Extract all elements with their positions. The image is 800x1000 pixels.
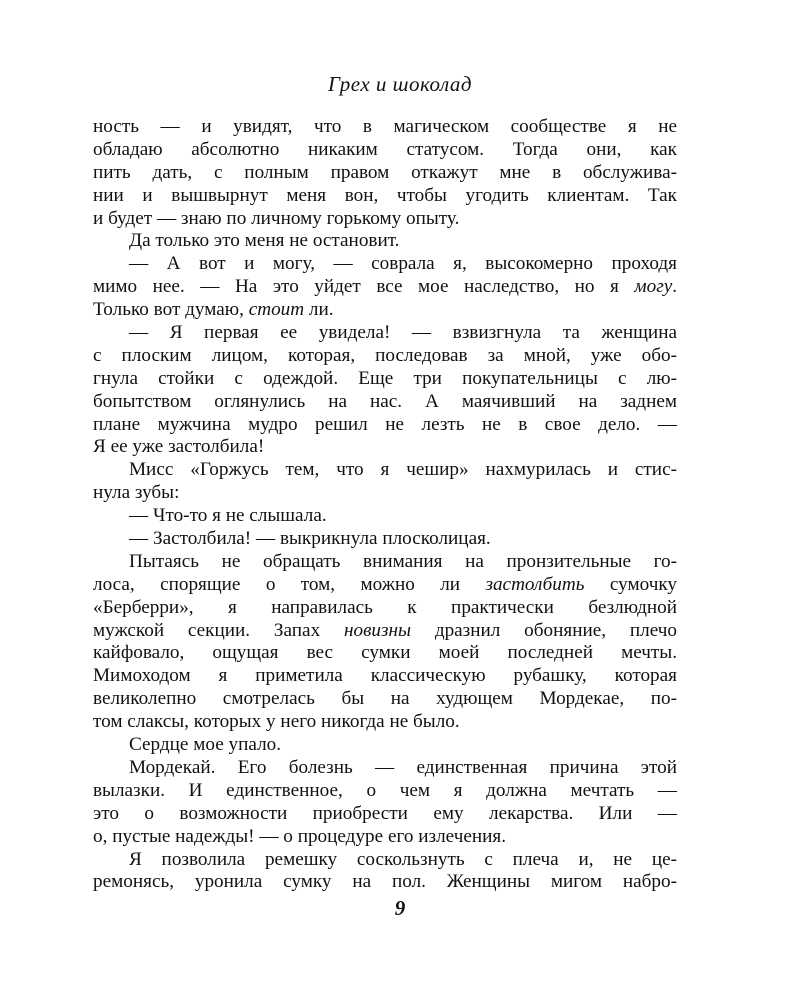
text-line-main: — Я первая ее увидела! — взвизгнула та женщина <box>129 322 677 344</box>
text-line <box>93 780 677 803</box>
text-line <box>93 505 677 528</box>
text-line-main: Да только это меня не остановит. <box>129 230 400 252</box>
text-line-main: кайфовало, ощущая вес сумки моей последней мечты. <box>93 642 677 664</box>
text-line-tail: дразнил обоняние, плечо <box>411 619 677 641</box>
text-line-main: плане мужчина мудро решил не лезть не в свое дело. — <box>93 413 677 435</box>
text-line-main: обладаю абсолютно никаким статусом. Тогда они, как <box>93 138 677 160</box>
text-line <box>93 665 677 688</box>
text-line <box>93 368 677 391</box>
text-line <box>93 803 677 826</box>
text-line-tail: ли. <box>304 299 334 321</box>
text-line <box>93 414 677 437</box>
text-line-main: Сердце мое упало. <box>129 734 282 756</box>
text-line-main: «Берберри», я направилась к практически безлюдной <box>93 596 677 618</box>
text-line-emphasis: застолбить <box>485 573 585 595</box>
page-number: 9 <box>394 896 406 920</box>
text-line-main: нула зубы: <box>93 482 180 504</box>
text-line <box>93 253 677 276</box>
text-line-main: Мисс «Горжусь тем, что я чешир» нахмурилась и стис- <box>129 459 677 481</box>
text-line-main: ремонясь, уронила сумку на пол. Женщины мигом набро- <box>93 871 677 893</box>
body-text <box>93 116 677 894</box>
text-line-main: мужской секции. Запах <box>93 619 321 641</box>
text-line <box>93 849 677 872</box>
text-line-main: Мимоходом я приметила классическую рубашку, которая <box>93 665 677 687</box>
text-line <box>93 162 677 185</box>
text-line-emphasis: новизны <box>343 619 412 641</box>
text-line <box>93 871 677 894</box>
text-line-main: это о возможности приобрести ему лекарства. Или — <box>93 802 677 824</box>
text-line <box>93 826 677 849</box>
text-line <box>93 688 677 711</box>
text-line-main: и будет — знаю по личному горькому опыту. <box>93 207 460 229</box>
text-line <box>93 185 677 208</box>
text-line-main: Пытаясь не обращать внимания на пронзительные го- <box>129 550 677 572</box>
text-line-main: — Что-то я не слышала. <box>129 505 327 527</box>
text-line-main: пить дать, с полным правом откажут мне в обслужива- <box>93 161 677 183</box>
text-line-main: Я позволила ремешку соскользнуть с плеча и, не це- <box>129 848 677 870</box>
text-line-main: великолепно смотрелась бы на худющем Мордекае, по- <box>93 688 677 710</box>
text-line <box>93 299 677 322</box>
text-line-main: с плоским лицом, которая, последовав за мной, уже обо- <box>93 344 677 366</box>
text-line <box>93 574 677 597</box>
text-line-tail: сумочку <box>584 573 678 595</box>
text-line <box>93 551 677 574</box>
text-line-main: Я ее уже застолбила! <box>93 436 265 458</box>
text-line-tail: . <box>672 276 678 298</box>
text-line-main: нии и вышвырнут меня вон, чтобы угодить клиентам. Так <box>93 184 677 206</box>
running-head: Грех и шоколад <box>327 72 473 96</box>
text-line-main: — Застолбила! — выкрикнула плосколицая. <box>129 528 491 550</box>
text-line <box>93 757 677 780</box>
text-line <box>93 528 677 551</box>
text-line <box>93 482 677 505</box>
text-line <box>93 597 677 620</box>
text-line <box>93 436 677 459</box>
text-line <box>93 208 677 231</box>
text-line-emphasis: могу <box>634 276 673 298</box>
text-line <box>93 322 677 345</box>
text-line-main: о, пустые надежды! — о процедуре его излечения. <box>93 825 507 847</box>
text-line-main: — А вот и могу, — соврала я, высокомерно проходя <box>129 253 677 275</box>
text-line <box>93 711 677 734</box>
text-line <box>93 230 677 253</box>
text-line-main: ность — и увидят, что в магическом сообществе я не <box>93 116 677 137</box>
text-line <box>93 642 677 665</box>
text-line <box>93 391 677 414</box>
text-line <box>93 345 677 368</box>
text-line-main: гнула стойки с одеждой. Еще три покупательницы с лю- <box>93 367 677 389</box>
text-line <box>93 116 677 139</box>
text-line-main: том слаксы, которых у него никогда не было. <box>93 711 460 733</box>
text-line <box>93 734 677 757</box>
text-line <box>93 620 677 643</box>
text-line-main: Только вот думаю, <box>93 299 244 321</box>
text-line <box>93 139 677 162</box>
text-line-main: вылазки. И единственное, о чем я должна мечтать — <box>93 779 677 801</box>
text-line-main: Мордекай. Его болезнь — единственная причина этой <box>129 756 677 778</box>
text-line <box>93 276 677 299</box>
text-line-main: лоса, спорящие о том, можно ли <box>93 573 461 595</box>
text-line-main: бопытством оглянулись на нас. А маячивший на заднем <box>93 390 677 412</box>
text-line-emphasis: стоит <box>248 299 305 321</box>
text-line <box>93 459 677 482</box>
text-line-main: мимо нее. — На это уйдет все мое наследство, но я <box>93 276 619 298</box>
